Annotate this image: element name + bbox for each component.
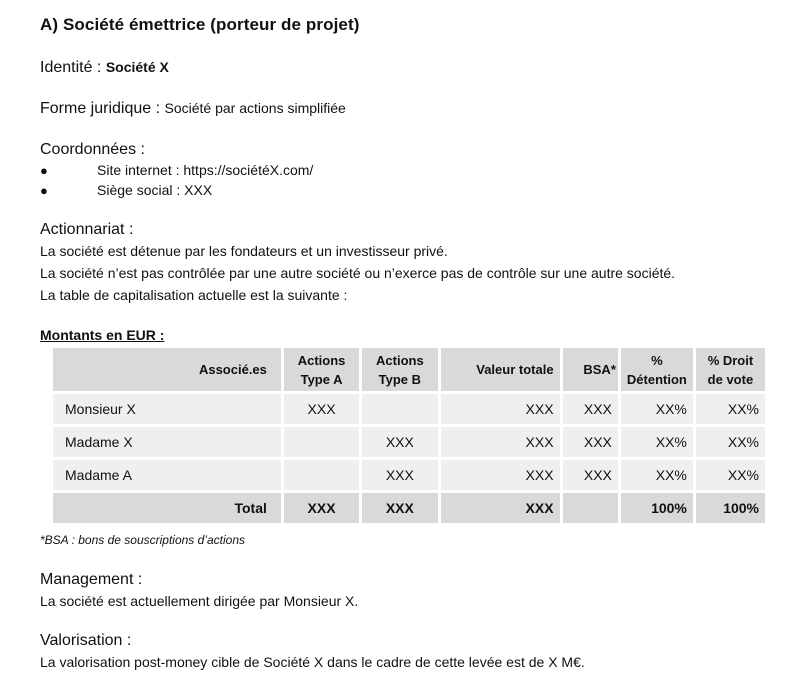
cell-bsa: XXX — [563, 394, 618, 424]
cell-actions-a: XXX — [284, 394, 359, 424]
forme-line — [40, 100, 346, 118]
cell-droit: XX% — [696, 460, 765, 490]
cell-bsa: XXX — [563, 460, 618, 490]
coordonnees-label: Coordonnées : — [40, 141, 145, 158]
bullet-icon: ● — [40, 183, 48, 198]
cell-detention: XX% — [621, 427, 693, 457]
cell-valeur: XXX — [441, 427, 560, 457]
coordonnees-siege: Siège social : XXX — [97, 182, 213, 198]
forme-value: Société par actions simplifiée — [164, 100, 346, 116]
forme-label: Forme juridique : — [40, 100, 161, 117]
cell-total-droit: 100% — [696, 493, 765, 523]
cell-droit: XX% — [696, 427, 765, 457]
section-title: A) Société émettrice (porteur de projet) — [40, 15, 360, 34]
cell-name: Madame X — [53, 427, 281, 457]
cell-actions-b: XXX — [362, 460, 437, 490]
header-actions-a: Actions Type A — [284, 348, 359, 391]
cell-actions-b — [362, 394, 437, 424]
management-label: Management : — [40, 571, 143, 588]
actionnariat-label: Actionnariat : — [40, 221, 134, 238]
cell-valeur: XXX — [441, 394, 560, 424]
header-droit: % Droit de vote — [696, 348, 765, 391]
table-row — [53, 460, 765, 490]
table-row — [53, 427, 765, 457]
cell-total-valeur: XXX — [441, 493, 560, 523]
cell-detention: XX% — [621, 394, 693, 424]
cell-droit: XX% — [696, 394, 765, 424]
cell-bsa: XXX — [563, 427, 618, 457]
cell-total-label: Total — [53, 493, 281, 523]
actionnariat-line-2: La société n’est pas contrôlée par une autre société ou n’exerce pas de contrôle sur une autre société. — [40, 265, 676, 281]
cap-table — [50, 345, 768, 526]
management-text: La société est actuellement dirigée par Monsieur X. — [40, 593, 359, 609]
valorisation-label: Valorisation : — [40, 632, 132, 649]
cell-valeur: XXX — [441, 460, 560, 490]
cell-actions-a — [284, 460, 359, 490]
bullet-icon: ● — [40, 163, 48, 178]
cell-actions-a — [284, 427, 359, 457]
cell-total-actions-b: XXX — [362, 493, 437, 523]
valorisation-text: La valorisation post-money cible de Société X dans le cadre de cette levée est de X M€. — [40, 654, 585, 670]
header-detention: % Détention — [621, 348, 693, 391]
cell-total-detention: 100% — [621, 493, 693, 523]
cell-total-actions-a: XXX — [284, 493, 359, 523]
header-valeur: Valeur totale — [441, 348, 560, 391]
montants-label: Montants en EUR : — [40, 327, 165, 343]
bsa-footnote: *BSA : bons de souscriptions d’actions — [40, 533, 246, 547]
coordonnees-site: Site internet : https://sociétéX.com/ — [97, 162, 314, 178]
header-associes: Associé.es — [53, 348, 281, 391]
identite-line — [40, 59, 169, 77]
header-bsa: BSA* — [563, 348, 618, 391]
identite-value: Société X — [105, 59, 169, 75]
cell-name: Madame A — [53, 460, 281, 490]
actionnariat-line-1: La société est détenue par les fondateurs et un investisseur privé. — [40, 243, 448, 259]
header-actions-b: Actions Type B — [362, 348, 437, 391]
identite-label: Identité : — [40, 59, 102, 76]
cell-name: Monsieur X — [53, 394, 281, 424]
table-row — [53, 394, 765, 424]
table-header-row — [53, 348, 765, 391]
cell-total-bsa — [563, 493, 618, 523]
cell-actions-b: XXX — [362, 427, 437, 457]
actionnariat-line-3: La table de capitalisation actuelle est la suivante : — [40, 287, 348, 303]
cell-detention: XX% — [621, 460, 693, 490]
table-total-row — [53, 493, 765, 523]
